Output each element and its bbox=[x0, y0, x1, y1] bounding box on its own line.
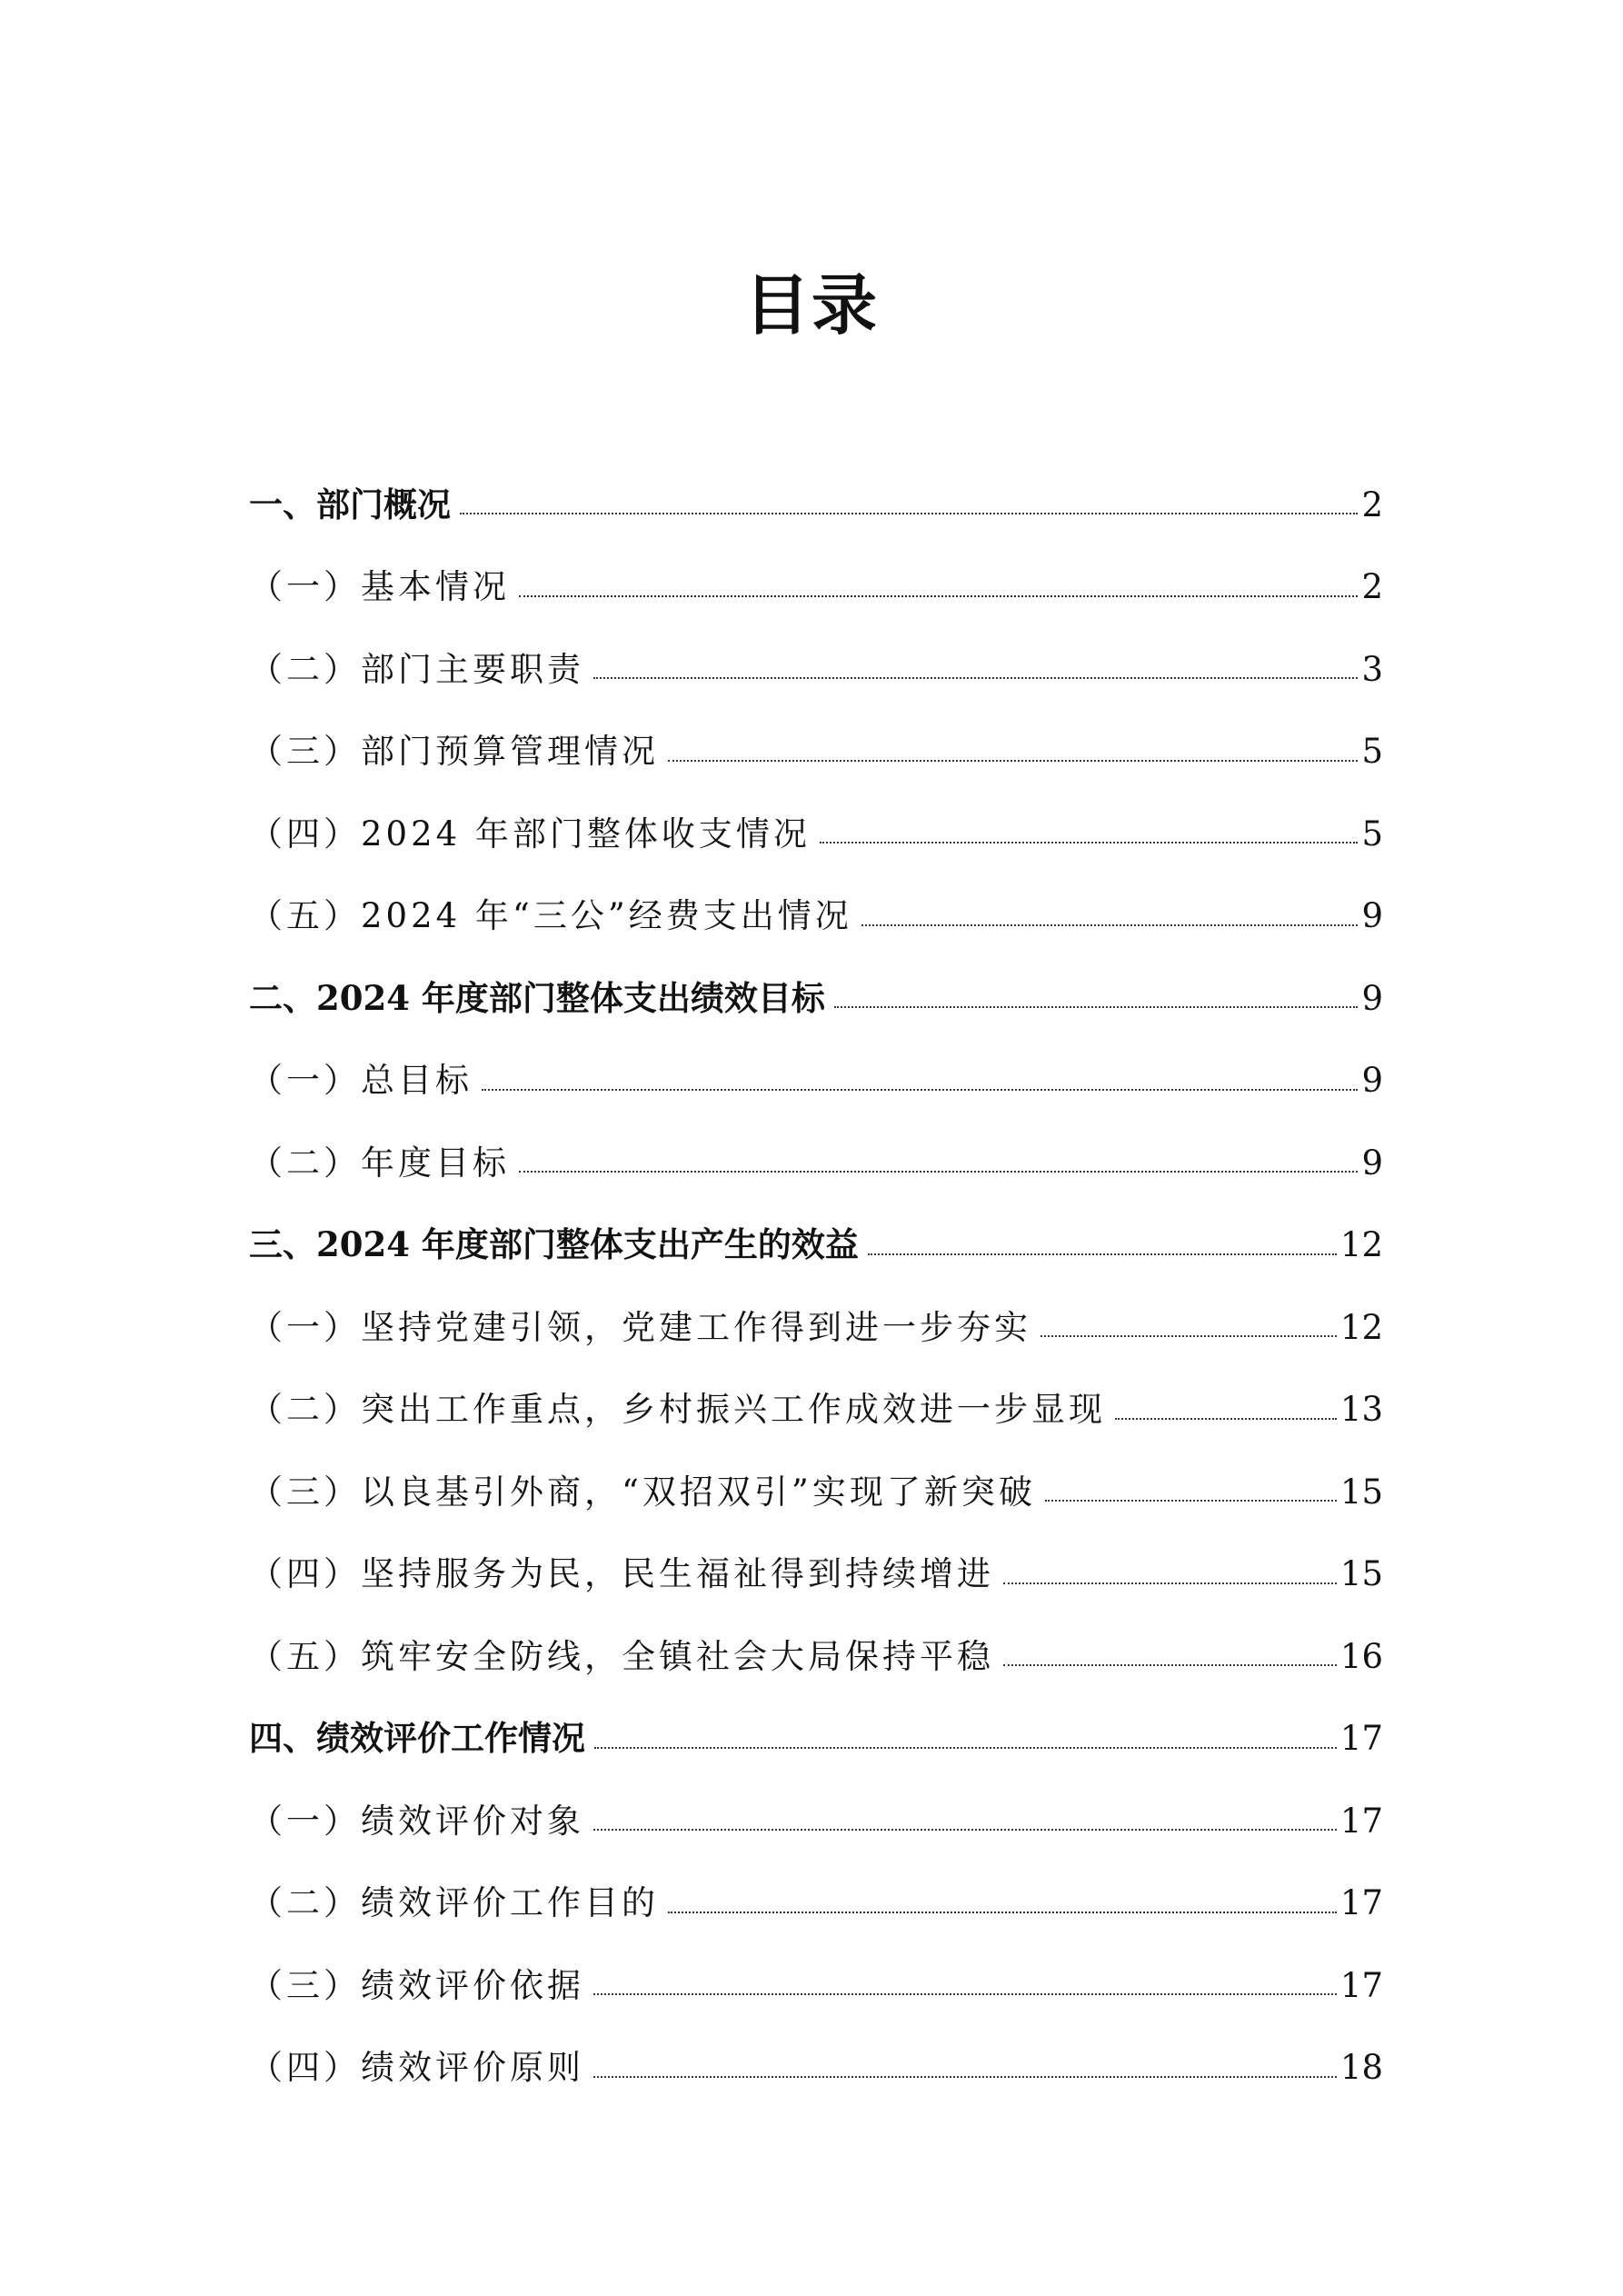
toc-entry[interactable] bbox=[249, 1780, 1383, 1862]
dot-leader bbox=[460, 513, 1358, 514]
toc-entry[interactable] bbox=[249, 2027, 1383, 2110]
toc-entry-text: （一）坚持党建引领，党建工作得到进一步夯实 bbox=[249, 1307, 1031, 1347]
toc-page-number: 9 bbox=[1361, 1061, 1383, 1101]
toc-page-number: 5 bbox=[1361, 732, 1383, 772]
toc-entry-text: （二）年度目标 bbox=[249, 1143, 510, 1183]
toc-entry-text: （三）部门预算管理情况 bbox=[249, 732, 659, 772]
toc-entry[interactable] bbox=[249, 1369, 1383, 1452]
toc-entry-text: （一）总目标 bbox=[249, 1061, 473, 1101]
dot-leader bbox=[593, 1993, 1337, 1995]
toc-entry-text: （三）以良基引外商，“双招双引”实现了新突破 bbox=[249, 1472, 1036, 1512]
dot-leader bbox=[1003, 1664, 1337, 1666]
toc-entry[interactable] bbox=[249, 628, 1383, 711]
toc-entry-text: （二）部门主要职责 bbox=[249, 649, 584, 689]
toc-entry[interactable] bbox=[249, 1615, 1383, 1698]
toc-entry-text: （五）2024 年“三公”经费支出情况 bbox=[249, 896, 852, 936]
toc-entry[interactable] bbox=[249, 1698, 1383, 1781]
toc-entry[interactable] bbox=[249, 1862, 1383, 1945]
dot-leader bbox=[593, 2076, 1337, 2078]
dot-leader bbox=[593, 677, 1358, 679]
toc-entry[interactable] bbox=[249, 546, 1383, 629]
toc-entry-text: （五）筑牢安全防线，全镇社会大局保持平稳 bbox=[249, 1636, 994, 1676]
toc-page-number: 9 bbox=[1361, 896, 1383, 936]
page-title: 目录 bbox=[743, 266, 879, 344]
toc-entry[interactable] bbox=[249, 1040, 1383, 1123]
toc-page-number: 12 bbox=[1339, 1307, 1383, 1347]
dot-leader bbox=[594, 1747, 1337, 1749]
toc-entry-text: （一）基本情况 bbox=[249, 567, 510, 607]
dot-leader bbox=[1115, 1418, 1337, 1420]
toc-page-number: 12 bbox=[1339, 1225, 1383, 1265]
dot-leader bbox=[1003, 1582, 1337, 1584]
toc-entry-text: （一）绩效评价对象 bbox=[249, 1801, 584, 1841]
toc-page-number: 5 bbox=[1361, 814, 1383, 854]
toc-page-number: 9 bbox=[1361, 1143, 1383, 1183]
toc-entry-text: （四）2024 年部门整体收支情况 bbox=[249, 814, 811, 854]
toc-entry-text: （四）坚持服务为民，民生福祉得到持续增进 bbox=[249, 1554, 994, 1594]
dot-leader bbox=[868, 1253, 1337, 1255]
toc-entry[interactable] bbox=[249, 1451, 1383, 1533]
toc-entry[interactable] bbox=[249, 1122, 1383, 1204]
toc-page-number: 2 bbox=[1361, 567, 1383, 607]
toc-page-number: 13 bbox=[1339, 1390, 1383, 1430]
toc-entry-text: （三）绩效评价依据 bbox=[249, 1965, 584, 2005]
dot-leader bbox=[519, 595, 1358, 597]
toc-entry[interactable] bbox=[249, 1204, 1383, 1287]
toc-page-number: 16 bbox=[1339, 1636, 1383, 1676]
toc-entry-text: （四）绩效评价原则 bbox=[249, 2048, 584, 2088]
toc-entry-text: 三、2024 年度部门整体支出产生的效益 bbox=[249, 1224, 859, 1265]
dot-leader bbox=[593, 1829, 1337, 1831]
dot-leader bbox=[1041, 1335, 1337, 1337]
toc-entry[interactable] bbox=[249, 957, 1383, 1040]
dot-leader bbox=[1045, 1500, 1337, 1502]
dot-leader bbox=[668, 1912, 1337, 1913]
toc-page-number: 18 bbox=[1339, 2048, 1383, 2088]
toc-entry[interactable] bbox=[249, 1533, 1383, 1616]
toc-page-number: 17 bbox=[1339, 1965, 1383, 2005]
dot-leader bbox=[668, 760, 1358, 762]
toc-entry-text: 一、部门概况 bbox=[249, 484, 451, 524]
toc-entry[interactable] bbox=[249, 711, 1383, 794]
toc-entry-text: 二、2024 年度部门整体支出绩效目标 bbox=[249, 977, 825, 1018]
dot-leader bbox=[834, 1006, 1359, 1008]
table-of-contents bbox=[249, 464, 1383, 2109]
toc-entry[interactable] bbox=[249, 793, 1383, 875]
toc-page-number: 17 bbox=[1339, 1719, 1383, 1759]
toc-entry-text: （二）突出工作重点，乡村振兴工作成效进一步显现 bbox=[249, 1390, 1106, 1430]
toc-entry[interactable] bbox=[249, 1286, 1383, 1369]
toc-page-number: 9 bbox=[1361, 978, 1383, 1018]
toc-entry[interactable] bbox=[249, 464, 1383, 546]
toc-page-number: 17 bbox=[1339, 1883, 1383, 1923]
dot-leader bbox=[519, 1171, 1358, 1173]
dot-leader bbox=[482, 1089, 1358, 1091]
toc-page-number: 17 bbox=[1339, 1801, 1383, 1841]
toc-entry-text: （二）绩效评价工作目的 bbox=[249, 1883, 659, 1923]
toc-page-number: 3 bbox=[1361, 649, 1383, 689]
toc-entry[interactable] bbox=[249, 1944, 1383, 2027]
dot-leader bbox=[820, 842, 1359, 844]
toc-page-number: 15 bbox=[1339, 1472, 1383, 1512]
dot-leader bbox=[861, 924, 1359, 926]
toc-entry[interactable] bbox=[249, 875, 1383, 958]
toc-page-number: 2 bbox=[1361, 484, 1383, 524]
toc-page-number: 15 bbox=[1339, 1554, 1383, 1594]
toc-entry-text: 四、绩效评价工作情况 bbox=[249, 1718, 585, 1759]
